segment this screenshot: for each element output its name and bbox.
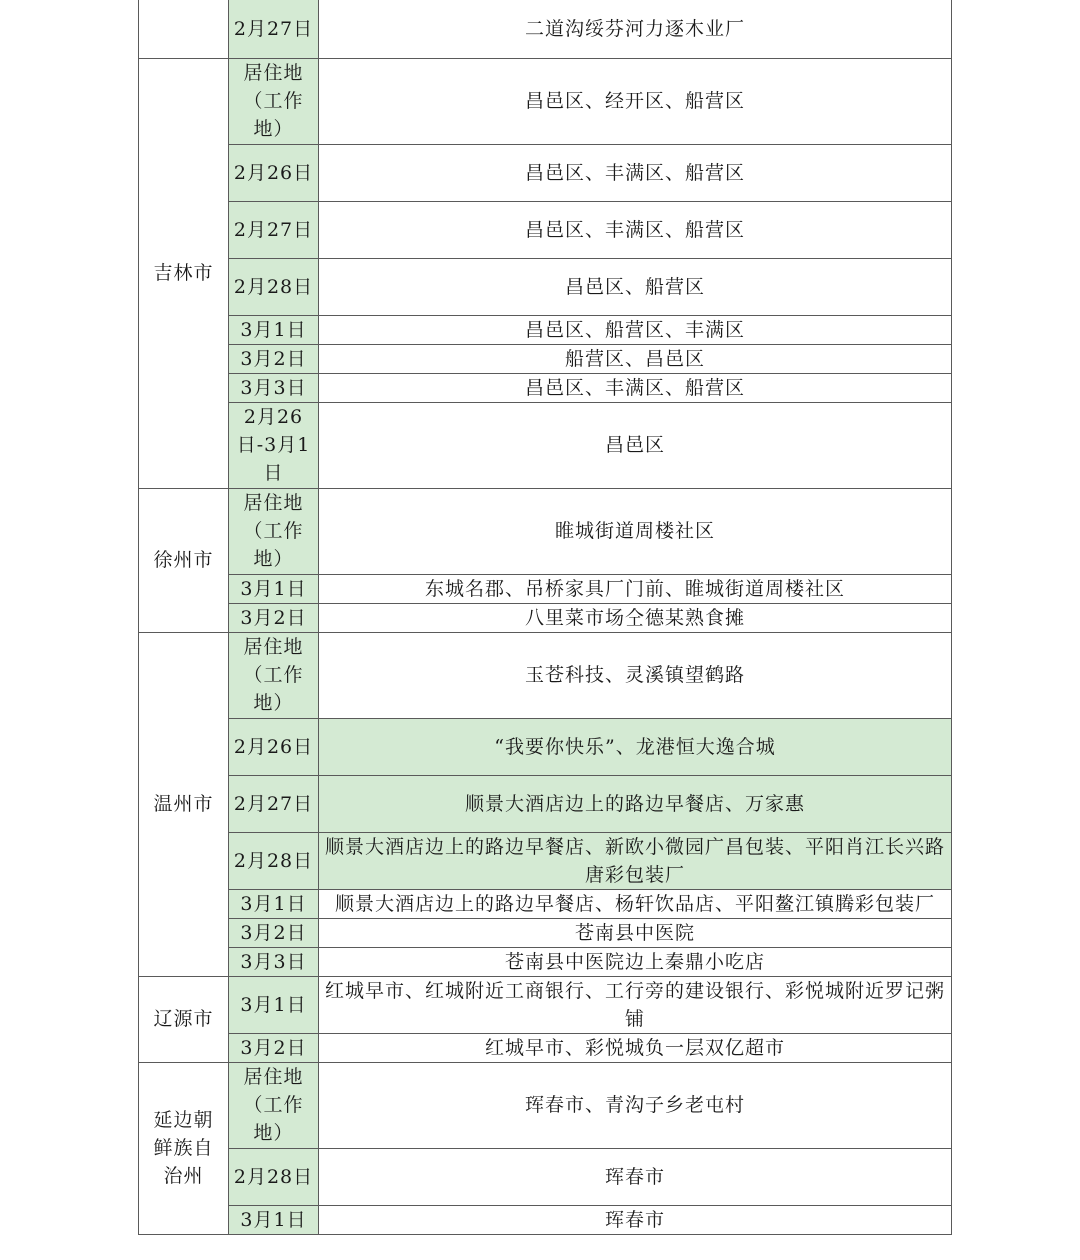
date-cell (229, 775, 319, 832)
table-row (139, 144, 952, 201)
places-text: 昌邑区、船营区 (564, 275, 705, 298)
places-text: 东城名郡、吊桥家具厂门前、睢城街道周楼社区 (424, 577, 845, 600)
table-row (139, 1148, 952, 1205)
places-text: 苍南县中医院 (574, 921, 695, 944)
places-cell (319, 889, 952, 918)
date-cell (229, 976, 319, 1033)
places-cell (319, 1062, 952, 1148)
date-cell (229, 201, 319, 258)
date-cell (229, 632, 319, 718)
places-text: “我要你快乐”、龙港恒大逸合城 (494, 735, 776, 758)
places-cell (319, 775, 952, 832)
places-cell (319, 373, 952, 402)
places-text: 船营区、昌邑区 (564, 347, 705, 370)
table-row (139, 603, 952, 632)
date-cell (229, 144, 319, 201)
places-cell (319, 258, 952, 315)
places-text: 昌邑区、丰满区、船营区 (524, 161, 745, 184)
places-text: 顺景大酒店边上的路边早餐店、万家惠 (464, 792, 805, 815)
date-cell (229, 0, 319, 58)
date-text: 3月2日 (240, 606, 307, 629)
table-row (139, 889, 952, 918)
places-cell (319, 632, 952, 718)
table-row (139, 488, 952, 574)
table-row (139, 632, 952, 718)
table-body (139, 0, 952, 1234)
places-cell (319, 718, 952, 775)
table-row (139, 258, 952, 315)
table-row (139, 58, 952, 144)
date-text: 3月2日 (240, 347, 307, 370)
places-cell (319, 58, 952, 144)
date-text: 2月27日 (233, 17, 314, 40)
places-cell (319, 344, 952, 373)
city-name: 吉林市 (153, 262, 214, 284)
date-cell (229, 947, 319, 976)
table-row (139, 918, 952, 947)
table-row (139, 775, 952, 832)
date-text: 2月27日 (233, 792, 314, 815)
date-text: 3月1日 (240, 577, 307, 600)
date-text: 3月1日 (240, 318, 307, 341)
places-cell (319, 574, 952, 603)
places-text: 昌邑区、丰满区、船营区 (524, 218, 745, 241)
places-text: 八里菜市场仝德某熟食摊 (524, 606, 745, 629)
case-location-table (138, 0, 952, 1235)
table-row (139, 1062, 952, 1148)
date-text: 3月1日 (240, 993, 307, 1016)
date-cell (229, 832, 319, 889)
date-text: 3月3日 (240, 950, 307, 973)
date-text: 3月2日 (240, 1036, 307, 1059)
places-text: 昌邑区 (604, 434, 665, 456)
date-text: 2月28日 (233, 849, 314, 872)
date-text: 居住地（工作地） (243, 62, 304, 140)
city-cell (139, 976, 229, 1062)
date-cell (229, 603, 319, 632)
places-text: 顺景大酒店边上的路边早餐店、杨轩饮品店、平阳鳌江镇腾彩包装厂 (334, 892, 935, 915)
places-cell (319, 832, 952, 889)
city-cell (139, 58, 229, 488)
city-cell (139, 488, 229, 632)
places-text: 二道沟绥芬河力逐木业厂 (524, 17, 745, 40)
places-cell (319, 1205, 952, 1234)
table-row (139, 947, 952, 976)
places-text: 玉苍科技、灵溪镇望鹤路 (524, 664, 745, 686)
date-cell (229, 889, 319, 918)
places-cell (319, 488, 952, 574)
date-text: 2月26日 (233, 735, 314, 758)
date-cell (229, 58, 319, 144)
places-cell (319, 603, 952, 632)
date-cell (229, 315, 319, 344)
places-text: 红城早市、彩悦城负一层双亿超市 (484, 1036, 785, 1059)
date-text: 2月26日 (233, 161, 314, 184)
table-row (139, 344, 952, 373)
places-text: 睢城街道周楼社区 (554, 520, 715, 542)
places-cell (319, 1148, 952, 1205)
date-cell (229, 574, 319, 603)
places-text: 顺景大酒店边上的路边早餐店、新欧小微园广昌包装、平阳肖江长兴路唐彩包装厂 (325, 835, 946, 886)
city-name: 辽源市 (153, 1008, 214, 1030)
date-text: 3月1日 (240, 1208, 307, 1231)
city-name: 徐州市 (153, 549, 214, 571)
date-cell (229, 1205, 319, 1234)
city-cell (139, 0, 229, 58)
city-name: 温州市 (153, 793, 214, 815)
date-text: 居住地（工作地） (243, 636, 304, 714)
places-cell (319, 947, 952, 976)
date-text: 2月27日 (233, 218, 314, 241)
places-text: 珲春市、青沟子乡老屯村 (524, 1094, 745, 1116)
date-cell (229, 1148, 319, 1205)
date-text: 3月1日 (240, 892, 307, 915)
places-cell (319, 0, 952, 58)
table-row (139, 1033, 952, 1062)
table-row (139, 574, 952, 603)
table-row (139, 1205, 952, 1234)
date-text: 居住地（工作地） (243, 492, 304, 570)
date-cell (229, 918, 319, 947)
places-cell (319, 976, 952, 1033)
table-row (139, 315, 952, 344)
date-cell (229, 258, 319, 315)
table-row (139, 832, 952, 889)
date-text: 3月2日 (240, 921, 307, 944)
date-text: 2月28日 (233, 1165, 314, 1188)
date-text: 3月3日 (240, 376, 307, 399)
places-text: 珲春市 (604, 1208, 665, 1231)
table-row (139, 201, 952, 258)
date-cell (229, 1062, 319, 1148)
date-cell (229, 488, 319, 574)
date-text: 2月26日-3月1日 (236, 406, 311, 484)
city-cell (139, 1062, 229, 1234)
city-name: 延边朝鲜族自治州 (153, 1109, 214, 1187)
table-row (139, 976, 952, 1033)
city-cell (139, 632, 229, 976)
places-text: 苍南县中医院边上秦鼎小吃店 (504, 950, 765, 973)
places-text: 昌邑区、经开区、船营区 (524, 90, 745, 112)
date-text: 居住地（工作地） (243, 1066, 304, 1144)
places-cell (319, 315, 952, 344)
table-row (139, 402, 952, 488)
places-text: 昌邑区、丰满区、船营区 (524, 376, 745, 399)
date-cell (229, 344, 319, 373)
table-row (139, 0, 952, 58)
date-cell (229, 373, 319, 402)
date-text: 2月28日 (233, 275, 314, 298)
places-cell (319, 1033, 952, 1062)
date-cell (229, 1033, 319, 1062)
places-cell (319, 201, 952, 258)
date-cell (229, 402, 319, 488)
places-cell (319, 144, 952, 201)
places-text: 红城早市、红城附近工商银行、工行旁的建设银行、彩悦城附近罗记粥铺 (325, 979, 946, 1030)
date-cell (229, 718, 319, 775)
places-cell (319, 402, 952, 488)
places-cell (319, 918, 952, 947)
table-row (139, 373, 952, 402)
places-text: 珲春市 (604, 1165, 665, 1188)
table-row (139, 718, 952, 775)
places-text: 昌邑区、船营区、丰满区 (524, 318, 745, 341)
